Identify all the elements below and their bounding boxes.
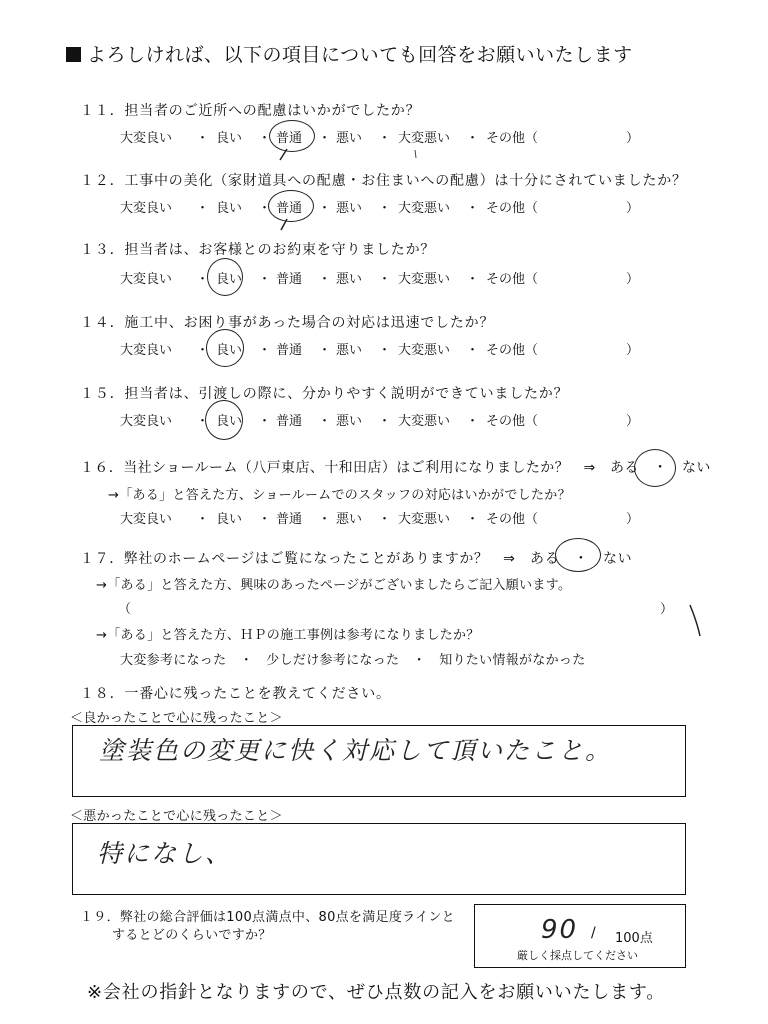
option-bad[interactable]: 悪い bbox=[336, 201, 363, 216]
q17-followup2: →「ある」と答えた方、ＨＰの施工事例は参考になりましたか？ bbox=[96, 628, 480, 643]
footer-note: ※会社の指針となりますので、ぜひ点数の記入をお願いいたします。 bbox=[87, 982, 666, 1003]
option-very-bad[interactable]: 大変悪い bbox=[398, 512, 451, 527]
option-normal[interactable]: 普通 bbox=[276, 201, 303, 216]
option-normal[interactable]: 普通 bbox=[276, 343, 303, 358]
question-14: １４．施工中、お困り事があった場合の対応は迅速でしたか？ bbox=[80, 315, 495, 331]
option-very-good[interactable]: 大変良い bbox=[120, 343, 173, 358]
question-18: １８．一番心に残ったことを教えてください。 bbox=[80, 686, 391, 702]
pen-tick-mark bbox=[281, 219, 287, 230]
option-very-good[interactable]: 大変良い bbox=[120, 201, 173, 216]
question-19-line1: １９．弊社の総合評価は100点満点中、80点を満足度ラインと bbox=[80, 910, 455, 925]
option-other[interactable]: その他（ bbox=[486, 272, 539, 287]
option-very-good[interactable]: 大変良い bbox=[120, 414, 173, 429]
option-good[interactable]: 良い bbox=[216, 201, 243, 216]
q17-paren-open: （ bbox=[118, 602, 132, 617]
option-normal[interactable]: 普通 bbox=[276, 131, 303, 146]
option-other[interactable]: その他（ bbox=[486, 343, 539, 358]
option-very-bad[interactable]: 大変悪い bbox=[398, 272, 451, 287]
option-normal[interactable]: 普通 bbox=[276, 512, 303, 527]
option-normal[interactable]: 普通 bbox=[276, 414, 303, 429]
question-15: １５．担当者は、引渡しの際に、分かりやすく説明ができていましたか？ bbox=[80, 386, 569, 402]
question-13: １３．担当者は、お客様とのお約束を守りましたか？ bbox=[80, 242, 436, 258]
option-very-bad[interactable]: 大変悪い bbox=[398, 414, 451, 429]
option-very-bad[interactable]: 大変悪い bbox=[398, 131, 451, 146]
q13-options: 大変良い ・ 良い ・ 普通 ・ 悪い ・ 大変悪い ・ その他（ ） bbox=[120, 268, 640, 286]
q17-followup1: →「ある」と答えた方、興味のあったページがございましたらご記入願います。 bbox=[96, 578, 572, 593]
question-16: １６．当社ショールーム（八戸東店、十和田店）はご利用になりましたか？ ⇒ ある ・ ない bbox=[80, 460, 711, 476]
score-note: 厳しく採点してください bbox=[517, 949, 638, 962]
question-17: １７．弊社のホームページはご覧になったことがありますか？ ⇒ ある ・ ない bbox=[80, 551, 633, 567]
option-good[interactable]: 良い bbox=[216, 343, 243, 358]
q11-options: 大変良い ・ 良い ・ 普通 ・ 悪い ・ 大変悪い ・ その他（ ） bbox=[120, 127, 640, 145]
option-bad[interactable]: 悪い bbox=[336, 414, 363, 429]
pen-tick-mark bbox=[280, 149, 287, 160]
score-slash: / bbox=[591, 925, 596, 941]
good-memory-answer: 塗装色の変更に快く対応して頂いたこと。 bbox=[99, 736, 613, 765]
score-value: 90 bbox=[541, 915, 579, 945]
option-very-good[interactable]: 大変良い bbox=[120, 131, 173, 146]
question-12: １２．工事中の美化（家財道具への配慮・お住まいへの配慮）は十分にされていましたか？ bbox=[80, 173, 687, 189]
q12-options: 大変良い ・ 良い ・ 普通 ・ 悪い ・ 大変悪い ・ その他（ ） bbox=[120, 197, 640, 215]
option-other[interactable]: その他（ bbox=[486, 512, 539, 527]
option-good[interactable]: 良い bbox=[216, 512, 243, 527]
option-very-bad[interactable]: 大変悪い bbox=[398, 201, 451, 216]
q17-options: 大変参考になった ・ 少しだけ参考になった ・ 知りたい情報がなかった bbox=[120, 653, 586, 668]
option-good[interactable]: 良い bbox=[216, 414, 243, 429]
option-other[interactable]: その他（ bbox=[486, 131, 539, 146]
question-11: １１．担当者のご近所への配慮はいかがでしたか？ bbox=[80, 103, 421, 119]
option-bad[interactable]: 悪い bbox=[336, 131, 363, 146]
q14-options: 大変良い ・ 良い ・ 普通 ・ 悪い ・ 大変悪い ・ その他（ ） bbox=[120, 339, 640, 357]
header-title: よろしければ、以下の項目についても回答をお願いいたします bbox=[87, 44, 633, 66]
bad-memory-answer: 特になし、 bbox=[97, 839, 233, 868]
option-good[interactable]: 良い bbox=[216, 131, 243, 146]
option-good[interactable]: 良い bbox=[216, 272, 243, 287]
option-other[interactable]: その他（ bbox=[486, 414, 539, 429]
question-19-line2: するとどのくらいですか？ bbox=[112, 928, 272, 943]
q15-options: 大変良い ・ 良い ・ 普通 ・ 悪い ・ 大変悪い ・ その他（ ） bbox=[120, 410, 640, 428]
option-very-good[interactable]: 大変良い bbox=[120, 512, 173, 527]
bad-memory-label: ＜悪かったことで心に残ったこと＞ bbox=[70, 809, 283, 824]
q16-followup: →「ある」と答えた方、ショールームでのスタッフの対応はいかがでしたか？ bbox=[108, 488, 571, 503]
q17-paren-close: ） bbox=[660, 602, 674, 617]
option-bad[interactable]: 悪い bbox=[336, 512, 363, 527]
option-other[interactable]: その他（ bbox=[486, 201, 539, 216]
good-memory-label: ＜良かったことで心に残ったこと＞ bbox=[70, 711, 283, 726]
option-normal[interactable]: 普通 bbox=[276, 272, 303, 287]
option-bad[interactable]: 悪い bbox=[336, 343, 363, 358]
q16-options: 大変良い ・ 良い ・ 普通 ・ 悪い ・ 大変悪い ・ その他（ ） bbox=[120, 508, 640, 526]
pen-stroke-mark bbox=[690, 605, 700, 636]
pen-tick-mark bbox=[415, 150, 416, 158]
option-very-bad[interactable]: 大変悪い bbox=[398, 343, 451, 358]
option-very-good[interactable]: 大変良い bbox=[120, 272, 173, 287]
score-max: 100点 bbox=[615, 931, 653, 946]
option-bad[interactable]: 悪い bbox=[336, 272, 363, 287]
